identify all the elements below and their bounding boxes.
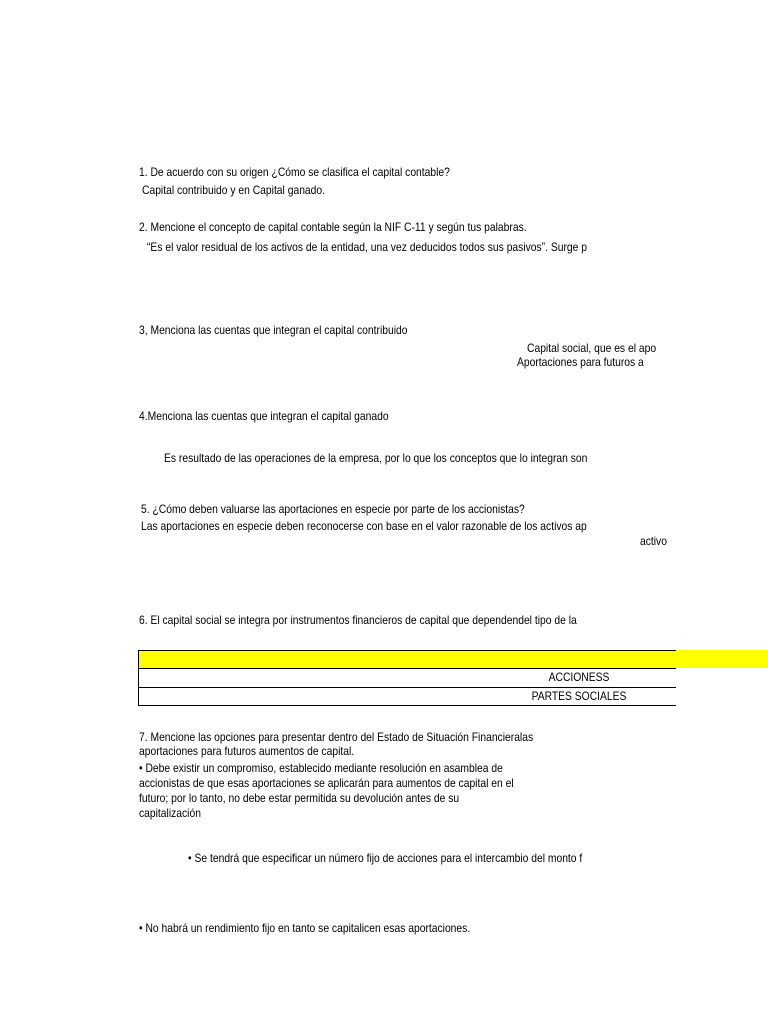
table-border-row-1 (138, 668, 676, 669)
bullet-1-line-1: • Debe existir un compromiso, establecido mediante resolución en asamblea de (139, 761, 503, 775)
table-row-partes-sociales: PARTES SOCIALES (531, 689, 627, 703)
answer-5-line-2: activo (640, 534, 667, 548)
answer-2: “Es el valor residual de los activos de la entidad, una vez deducidos todos sus pasivos”. Surge p (147, 240, 587, 254)
bullet-3: • No habrá un rendimiento fijo en tanto se capitalicen esas aportaciones. (139, 921, 471, 935)
answer-3-line-2: Aportaciones para futuros a (517, 355, 644, 369)
table-border-bottom (138, 705, 676, 706)
table-border-left (138, 650, 139, 706)
question-6: 6. El capital social se integra por instrumentos financieros de capital que dependendel tipo de la (139, 613, 577, 627)
bullet-1-line-2: accionistas de que esas aportaciones se aplicarán para aumentos de capital en el (139, 776, 514, 790)
question-3: 3, Menciona las cuentas que integran el capital contribuido (139, 323, 408, 337)
question-7-line-2: aportaciones para futuros aumentos de capital. (139, 744, 355, 758)
bullet-1-line-3: futuro; por lo tanto, no debe estar permitida su devolución antes de su (139, 791, 460, 805)
bullet-1-line-4: capitalización (139, 806, 201, 820)
table-border-top (138, 650, 676, 651)
question-7-line-1: 7. Mencione las opciones para presentar dentro del Estado de Situación Financieralas (139, 730, 534, 744)
question-4: 4.Menciona las cuentas que integran el capital ganado (139, 409, 389, 423)
answer-3-line-1: Capital social, que es el apo (527, 341, 657, 355)
bullet-2: • Se tendrá que especificar un número fijo de acciones para el intercambio del monto f (188, 851, 583, 865)
question-2: 2. Mencione el concepto de capital contable según la NIF C-11 y según tus palabras. (139, 220, 527, 234)
answer-4: Es resultado de las operaciones de la empresa, por lo que los conceptos que lo integran son (164, 451, 588, 465)
question-1: 1. De acuerdo con su origen ¿Cómo se clasifica el capital contable? (139, 165, 450, 179)
answer-1: Capital contribuido y en Capital ganado. (142, 183, 326, 197)
question-5: 5. ¿Cómo deben valuarse las aportaciones en especie por parte de los accionistas? (141, 502, 525, 516)
table-row-acciones: ACCIONESS (548, 670, 610, 684)
answer-5-line-1: Las aportaciones en especie deben reconocerse con base en el valor razonable de los activos ap (141, 519, 587, 533)
table-border-row-2 (138, 687, 676, 688)
